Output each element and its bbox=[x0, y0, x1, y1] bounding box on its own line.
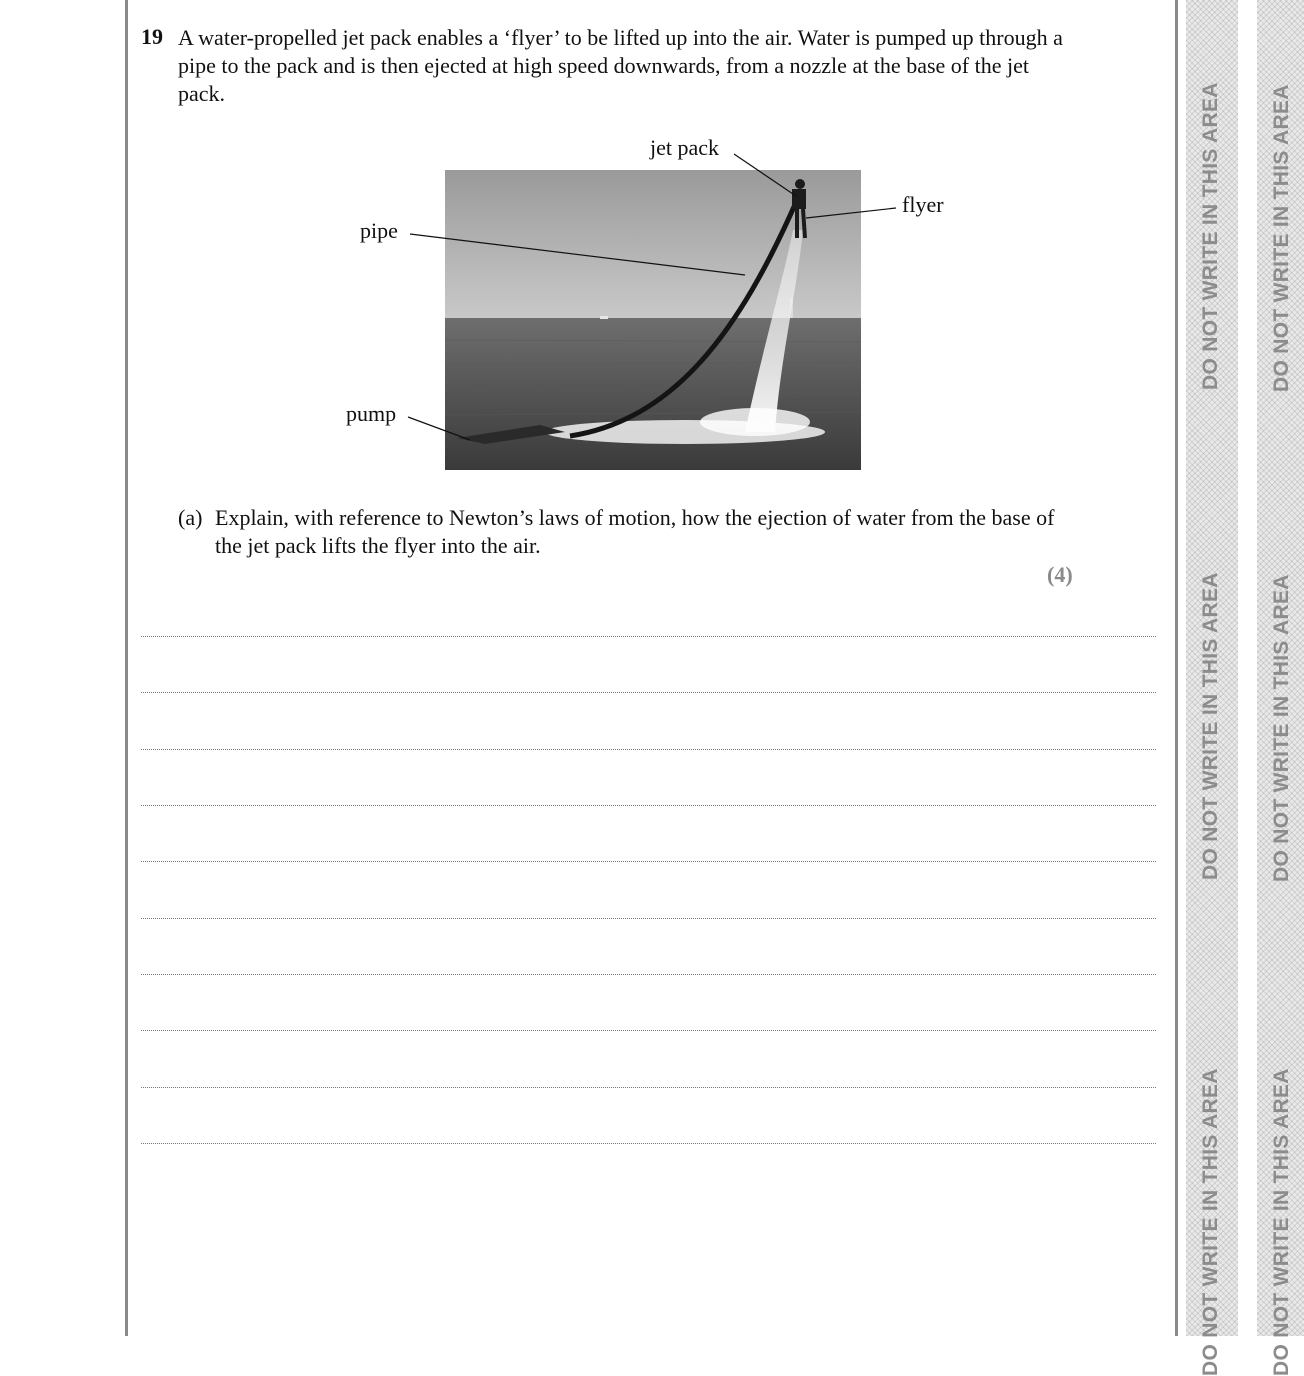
part-a-label: (a) bbox=[178, 505, 203, 530]
margin-warning: DO NOT WRITE IN THIS AREA bbox=[1270, 1068, 1293, 1376]
jet-pack-figure bbox=[330, 130, 970, 480]
label-flyer: flyer bbox=[902, 192, 944, 217]
answer-line[interactable] bbox=[141, 861, 1156, 862]
figure-leader-lines bbox=[330, 130, 970, 480]
margin-warning: DO NOT WRITE IN THIS AREA bbox=[1199, 572, 1222, 880]
marks-allocation: (4) bbox=[1047, 562, 1073, 587]
page-border-right bbox=[1175, 0, 1178, 1336]
answer-line[interactable] bbox=[141, 1143, 1156, 1144]
answer-line[interactable] bbox=[141, 918, 1156, 919]
answer-line[interactable] bbox=[141, 974, 1156, 975]
answer-line[interactable] bbox=[141, 636, 1156, 637]
part-a-text: Explain, with reference to Newton’s laws of motion, how the ejection of water from the base of the jet pack lifts the flyer into the air. bbox=[215, 505, 1055, 558]
answer-line[interactable] bbox=[141, 1087, 1156, 1088]
margin-warning: DO NOT WRITE IN THIS AREA bbox=[1199, 82, 1222, 390]
label-jet-pack: jet pack bbox=[650, 135, 720, 160]
page-border-left bbox=[125, 0, 128, 1336]
margin-warning: DO NOT WRITE IN THIS AREA bbox=[1270, 574, 1293, 882]
label-pump: pump bbox=[346, 401, 397, 426]
answer-line[interactable] bbox=[141, 805, 1156, 806]
answer-line[interactable] bbox=[141, 692, 1156, 693]
question-text: A water-propelled jet pack enables a ‘flyer’ to be lifted up into the air. Water is pumped up through a pipe to the pack and is then ejected at high speed downwards, from a nozzle at the base of the jet pack. bbox=[178, 25, 1063, 106]
answer-line[interactable] bbox=[141, 1030, 1156, 1031]
answer-line[interactable] bbox=[141, 749, 1156, 750]
margin-warning: DO NOT WRITE IN THIS AREA bbox=[1199, 1068, 1222, 1376]
margin-warning: DO NOT WRITE IN THIS AREA bbox=[1270, 84, 1293, 392]
label-pipe: pipe bbox=[360, 218, 398, 243]
question-number: 19 bbox=[141, 24, 163, 49]
